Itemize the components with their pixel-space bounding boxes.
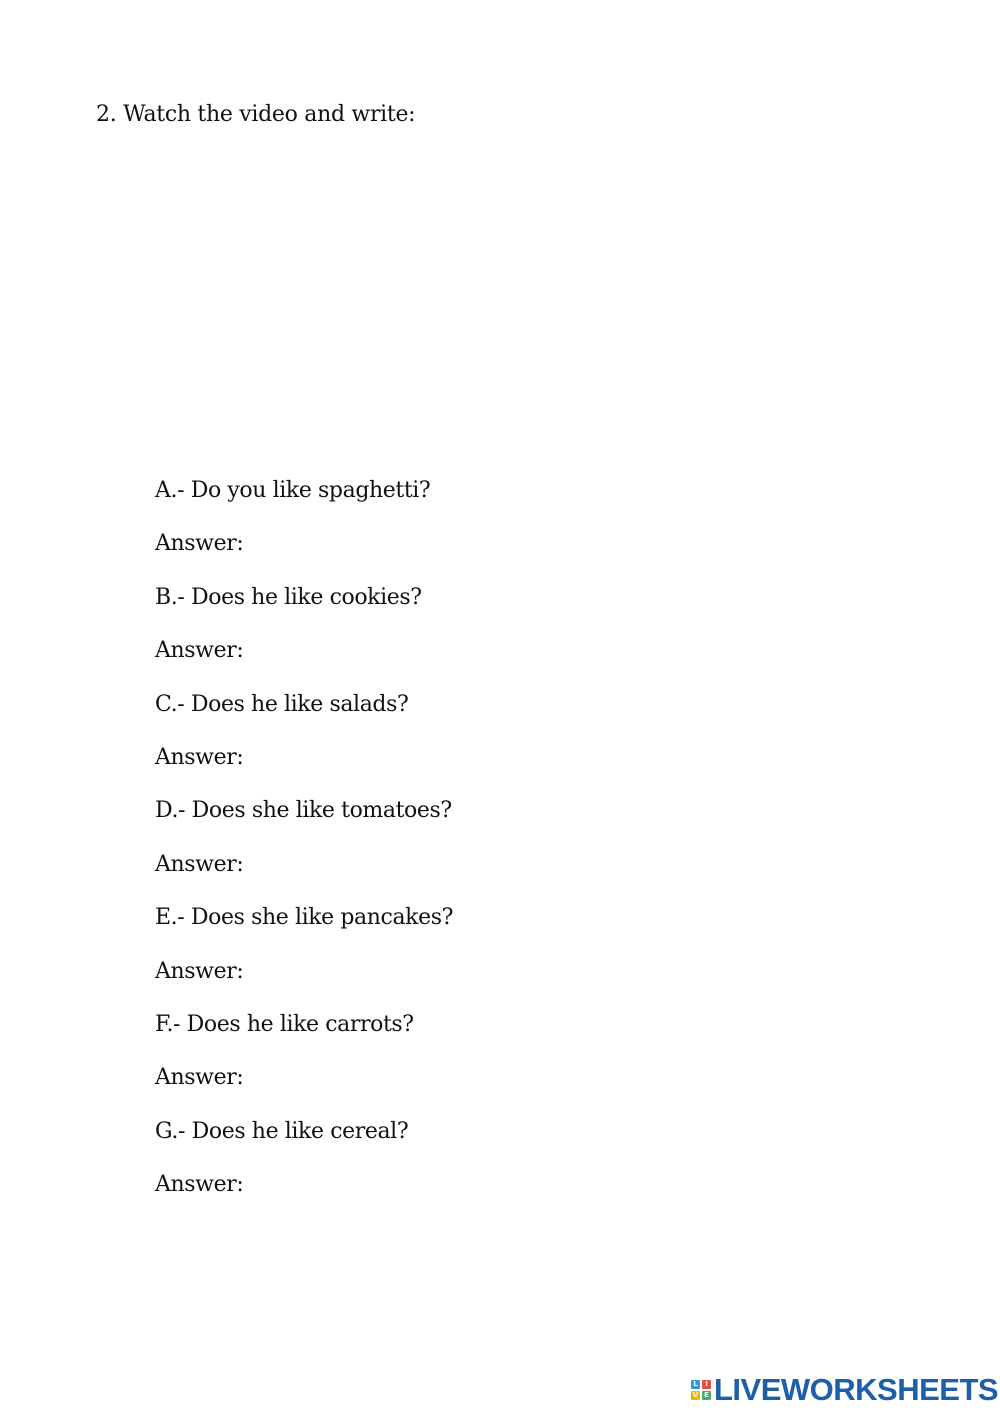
logo-cell-i: I [702, 1380, 711, 1389]
answer-label: Answer: [155, 1065, 244, 1091]
question-text: A.- Do you like spaghetti? [155, 478, 431, 503]
question-answer-list [155, 476, 453, 1223]
liveworksheets-logo-icon [691, 1380, 711, 1400]
answer-label: Answer: [155, 638, 244, 664]
question-text: B.- Does he like cookies? [155, 584, 422, 610]
question-text: G.- Does he like cereal? [155, 1118, 409, 1144]
watermark-text: LIVEWORKSHEETS [714, 1372, 999, 1407]
question-text: F.- Does he like carrots? [155, 1011, 414, 1037]
exercise-instruction: 2. Watch the video and write: [96, 102, 416, 127]
question-text: D.- Does she like tomatoes? [155, 798, 452, 824]
answer-label: Answer: [155, 531, 244, 557]
answer-label: Answer: [155, 1172, 244, 1198]
logo-cell-v: V [692, 1391, 699, 1399]
answer-label: Answer: [155, 958, 244, 984]
question-text: C.- Does he like salads? [155, 691, 409, 717]
logo-cell-l: L [691, 1380, 700, 1389]
answer-label: Answer: [155, 744, 244, 770]
logo-cell-e: E [702, 1391, 711, 1400]
answer-label: Answer: [155, 851, 244, 877]
liveworksheets-watermark [691, 1372, 998, 1408]
question-text: E.- Does she like pancakes? [155, 905, 453, 931]
